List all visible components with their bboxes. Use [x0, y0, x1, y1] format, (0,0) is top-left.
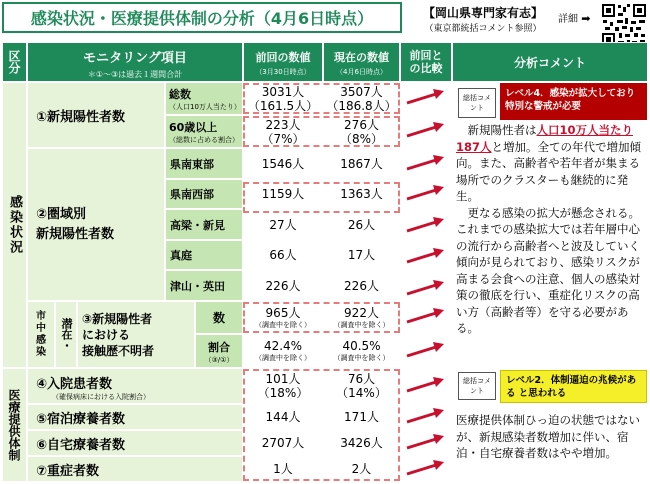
- item-inpatients: ④入院患者数 （確保病床における入院割合）: [27, 368, 243, 404]
- arrow-right-icon: ➡: [581, 12, 591, 25]
- highlight-box: [243, 302, 400, 333]
- level4-badge: レベル4．感染が拡大しており特別な警戒が必要: [500, 83, 647, 120]
- trend-up-arrow-icon: [404, 308, 448, 326]
- header-prev: 前回の数値 （3月30日時点）: [243, 42, 323, 82]
- trend-up-arrow-icon: [404, 248, 448, 266]
- label-shinai: 市中感染: [27, 301, 55, 368]
- curr-over60: 276人 （8%）: [323, 115, 400, 148]
- region-curr: 1363人: [323, 179, 400, 209]
- source-note: 【岡山県専門家有志】 （東京都統括コメント参照）: [422, 6, 543, 34]
- prev-over60: 223人 （7%）: [243, 115, 323, 148]
- prev-hotel: 144人: [243, 404, 323, 430]
- overall-comment-label: 総括コメント: [458, 88, 496, 118]
- trend-up-arrow-icon: [404, 460, 448, 478]
- item-region-new-positive: ②圏域別 新規陽性者数: [27, 148, 165, 301]
- highlight-box: [243, 116, 400, 147]
- section-medical-label: 医療提供体制: [2, 368, 27, 482]
- region-name: 県南東部: [165, 148, 243, 179]
- trend-up-arrow-icon: [404, 408, 448, 426]
- prev-total: 3031人 （161.5人）: [243, 82, 323, 115]
- trend-up-arrow-icon: [404, 217, 448, 235]
- curr-severe: 2人: [323, 456, 400, 482]
- trend-up-arrow-icon: [404, 280, 448, 298]
- row-wariai-label: 割合 （③/①）: [195, 334, 243, 368]
- region-prev: 1546人: [243, 148, 323, 179]
- region-name: 県南西部: [165, 179, 243, 209]
- qr-code-icon[interactable]: [601, 3, 647, 47]
- region-prev: 66人: [243, 240, 323, 270]
- row-total-label: 総数 （人口10万人当たり）: [165, 82, 243, 115]
- row-over60-label: 60歳以上 （総数に占める割合）: [165, 115, 243, 148]
- curr-home: 3426人: [323, 430, 400, 456]
- prev-unknown: 965人 （調査中を除く）: [243, 301, 323, 334]
- overall-comment-label-2: 総括コメント: [458, 372, 496, 400]
- region-name: 津山・英田: [165, 270, 243, 301]
- trend-up-arrow-icon: [404, 185, 448, 203]
- trend-up-arrow-icon: [404, 342, 448, 360]
- header-monitoring: モニタリング項目 ＊①～③は過去１週間合計: [27, 42, 243, 82]
- curr-inpatients: 76人 （14%）: [323, 368, 400, 404]
- curr-total: 3507人 （186.8人）: [323, 82, 400, 115]
- section-infection-label: 感染状況: [2, 82, 27, 368]
- header-curr: 現在の数値 （4月6日時点）: [323, 42, 400, 82]
- infection-analysis-comment: 新規陽性者は人口10万人当たり187人と増加。全ての年代で増加傾向。また、高齢者や若年者が集まる場所でのクラスターも継続的に発生。 更なる感染の拡大が懸念される。これまでの感染拡大では若年層中心の流行から高齢者へと波及していく傾向が見られており、感染リスクが高まる会食への注意、個人の感染対策の徹底を行い、重症化リスクの高い方（高齢者等）を守る必要がある。: [456, 123, 642, 335]
- curr-unknown-ratio: 40.5% （調査中を除く）: [323, 334, 400, 368]
- item-severe: ⑦重症者数: [27, 456, 243, 482]
- row-kazu-label: 数: [195, 301, 243, 334]
- prev-severe: 1人: [243, 456, 323, 482]
- region-name: 真庭: [165, 240, 243, 270]
- header-compare: 前回との比較: [400, 42, 452, 82]
- region-prev: 226人: [243, 270, 323, 301]
- region-prev: 27人: [243, 209, 323, 240]
- trend-up-arrow-icon: [404, 434, 448, 452]
- region-curr: 26人: [323, 209, 400, 240]
- region-curr: 1867人: [323, 148, 400, 179]
- trend-up-arrow-icon: [404, 122, 448, 140]
- highlight-box: [243, 182, 400, 213]
- highlight-box: [243, 369, 400, 481]
- highlight-box: [243, 83, 400, 114]
- item-hotel-recuperation: ⑤宿泊療養者数: [27, 404, 243, 430]
- detail-link[interactable]: 詳細 ➡: [558, 12, 591, 25]
- region-curr: 226人: [323, 270, 400, 301]
- region-prev: 1159人: [243, 179, 323, 209]
- header-comment: 分析コメント: [452, 42, 648, 82]
- level2-badge: レベル2．体制逼迫の兆候がある と思われる: [500, 370, 647, 403]
- trend-up-arrow-icon: [404, 89, 448, 107]
- prev-inpatients: 101人 （18%）: [243, 368, 323, 404]
- header-kubun: 区分: [2, 42, 27, 82]
- label-senzai: 潜在・: [55, 301, 77, 368]
- item-home-recuperation: ⑥自宅療養者数: [27, 430, 243, 456]
- prev-unknown-ratio: 42.4% （調査中を除く）: [243, 334, 323, 368]
- page-title: 感染状況・医療提供体制の分析（4月6日時点）: [2, 2, 402, 33]
- trend-up-arrow-icon: [404, 377, 448, 395]
- trend-up-arrow-icon: [404, 155, 448, 173]
- region-curr: 17人: [323, 240, 400, 270]
- curr-hotel: 171人: [323, 404, 400, 430]
- item-unknown-contact: ③新規陽性者 における 接触歴不明者: [77, 301, 195, 368]
- prev-home: 2707人: [243, 430, 323, 456]
- item-new-positive: ①新規陽性者数: [27, 82, 165, 148]
- region-name: 高梁・新見: [165, 209, 243, 240]
- medical-analysis-comment: 医療提供体制ひっ迫の状態ではないが、新規感染者数増加に伴い、宿泊・自宅療養者数はやや増加。: [456, 413, 640, 460]
- curr-unknown: 922人 （調査中を除く）: [323, 301, 400, 334]
